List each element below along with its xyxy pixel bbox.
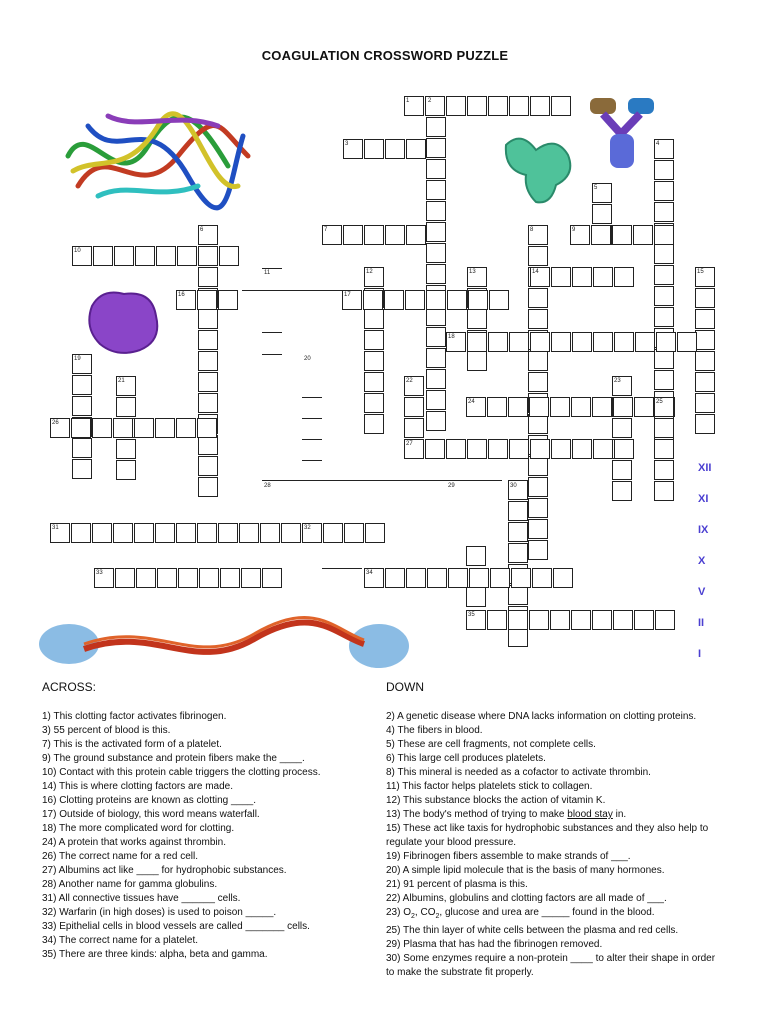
clue-number: 23	[614, 378, 621, 384]
answer-line	[302, 460, 322, 461]
grid-cell[interactable]	[528, 540, 548, 560]
clue-number: 33	[96, 570, 103, 576]
grid-cell[interactable]	[198, 309, 218, 329]
grid-cell[interactable]	[488, 96, 508, 116]
grid-cell[interactable]	[72, 396, 92, 416]
across-clue: 26) The correct name for a red cell.	[42, 851, 198, 862]
grid-cell[interactable]	[71, 418, 91, 438]
across-clue: 16) Clotting proteins are known as clotting ____.	[42, 795, 257, 806]
grid-cell[interactable]	[572, 439, 592, 459]
across-clues	[42, 710, 372, 962]
grid-cell[interactable]	[198, 351, 218, 371]
grid-cell[interactable]	[592, 397, 612, 417]
grid-cell[interactable]	[425, 439, 445, 459]
grid-cell[interactable]	[511, 568, 531, 588]
grid-cell[interactable]	[384, 290, 404, 310]
grid-cell[interactable]	[198, 477, 218, 497]
grid-cell[interactable]	[446, 96, 466, 116]
grid-cell[interactable]	[364, 414, 384, 434]
grid-cell[interactable]	[116, 397, 136, 417]
grid-cell[interactable]	[155, 418, 175, 438]
grid-cell[interactable]	[551, 267, 571, 287]
grid-cell[interactable]	[365, 523, 385, 543]
grid-cell[interactable]	[364, 351, 384, 371]
grid-cell[interactable]	[695, 309, 715, 329]
grid-cell[interactable]	[426, 264, 446, 284]
clue-number: 35	[468, 612, 475, 618]
grid-cell[interactable]	[591, 225, 611, 245]
grid-cell[interactable]	[241, 568, 261, 588]
grid-cell[interactable]	[385, 225, 405, 245]
grid-cell[interactable]	[406, 225, 426, 245]
grid-cell[interactable]	[528, 519, 548, 539]
grid-cell[interactable]	[197, 418, 217, 438]
grid-cell[interactable]	[593, 267, 613, 287]
grid-cell[interactable]	[613, 397, 633, 417]
clue-number: 31	[52, 525, 59, 531]
grid-cell[interactable]	[219, 246, 239, 266]
answer-line	[302, 397, 322, 398]
grid-cell[interactable]	[551, 439, 571, 459]
grid-cell[interactable]	[157, 568, 177, 588]
grid-cell[interactable]	[134, 523, 154, 543]
clue-number: 21	[118, 378, 125, 384]
grid-cell[interactable]	[385, 139, 405, 159]
clue-number: 7	[324, 227, 328, 233]
grid-cell[interactable]	[571, 397, 591, 417]
down-heading: DOWN	[386, 680, 424, 694]
grid-cell[interactable]	[654, 481, 674, 501]
answer-line	[262, 332, 282, 333]
across-clue: 27) Albumins act like ____ for hydrophobic substances.	[42, 865, 287, 876]
grid-cell[interactable]	[426, 243, 446, 263]
grid-cell[interactable]	[508, 501, 528, 521]
factor-label: V	[698, 586, 706, 598]
grid-cell[interactable]	[72, 438, 92, 458]
grid-cell[interactable]	[695, 414, 715, 434]
grid-cell[interactable]	[448, 568, 468, 588]
grid-cell[interactable]	[571, 610, 591, 630]
clue-number: 18	[448, 334, 455, 340]
answer-line	[302, 418, 322, 419]
down-clue: 15) These act like taxis for hydrophobic substances and they also help to regulate your blood pressure.	[386, 823, 709, 848]
grid-cell[interactable]	[509, 439, 529, 459]
clue-number: 19	[74, 356, 81, 362]
grid-cell[interactable]	[426, 117, 446, 137]
across-clue: 28) Another name for gamma globulins.	[42, 879, 218, 890]
grid-cell[interactable]	[509, 96, 529, 116]
grid-cell[interactable]	[344, 523, 364, 543]
clue-number: 4	[656, 141, 660, 147]
grid-cell[interactable]	[551, 96, 571, 116]
across-clue: 7) This is the activated form of a platelet.	[42, 739, 222, 750]
answer-line	[262, 354, 282, 355]
grid-cell[interactable]	[198, 267, 218, 287]
down-clue: 12) This substance blocks the action of vitamin K.	[386, 795, 606, 806]
clue-number: 32	[304, 525, 311, 531]
down-clue: 11) This factor helps platelets stick to collagen.	[386, 781, 593, 792]
grid-cell[interactable]	[530, 439, 550, 459]
grid-cell[interactable]	[447, 290, 467, 310]
grid-cell[interactable]	[406, 568, 426, 588]
grid-cell[interactable]	[220, 568, 240, 588]
clue-number: 16	[178, 292, 185, 298]
grid-cell[interactable]	[446, 439, 466, 459]
grid-cell[interactable]	[528, 477, 548, 497]
grid-cell[interactable]	[634, 610, 654, 630]
grid-cell[interactable]	[529, 610, 549, 630]
clue-number: 3	[345, 141, 349, 147]
answer-line	[302, 439, 322, 440]
clue-number: 15	[697, 269, 704, 275]
grid-cell[interactable]	[218, 290, 238, 310]
grid-cell[interactable]	[364, 330, 384, 350]
grid-cell[interactable]	[530, 332, 550, 352]
answer-line	[322, 568, 362, 569]
grid-cell[interactable]	[612, 460, 632, 480]
grid-cell[interactable]	[198, 246, 218, 266]
down-clue: 13) The body's method of trying to make blood stay in.	[386, 809, 627, 820]
across-clue: 3) 55 percent of blood is this.	[42, 725, 171, 736]
answer-line	[242, 290, 342, 291]
grid-cell[interactable]	[654, 307, 674, 327]
grid-cell[interactable]	[198, 393, 218, 413]
clue-number: 24	[468, 399, 475, 405]
down-clue: 22) Albumins, globulins and clotting factors are all made of ___.	[386, 893, 667, 904]
grid-cell[interactable]	[426, 411, 446, 431]
grid-cell[interactable]	[176, 418, 196, 438]
grid-cell[interactable]	[489, 290, 509, 310]
grid-cell[interactable]	[695, 330, 715, 350]
down-clue: 6) This large cell produces platelets.	[386, 753, 546, 764]
grid-cell[interactable]	[508, 543, 528, 563]
grid-cell[interactable]	[343, 225, 363, 245]
grid-cell[interactable]	[467, 351, 487, 371]
page-title: COAGULATION CROSSWORD PUZZLE	[261, 48, 509, 63]
grid-cell[interactable]	[467, 309, 487, 329]
grid-cell[interactable]	[404, 418, 424, 438]
clue-number: 11	[264, 270, 271, 276]
factor-label: XII	[698, 462, 712, 474]
grid-cell[interactable]	[677, 332, 697, 352]
grid-cell[interactable]	[93, 246, 113, 266]
grid-cell[interactable]	[134, 418, 154, 438]
grid-cell[interactable]	[197, 523, 217, 543]
down-clue: 8) This mineral is needed as a cofactor to activate thrombin.	[386, 767, 651, 778]
grid-cell[interactable]	[136, 568, 156, 588]
grid-cell[interactable]	[654, 160, 674, 180]
grid-cell[interactable]	[553, 568, 573, 588]
grid-cell[interactable]	[488, 439, 508, 459]
grid-cell[interactable]	[612, 225, 632, 245]
grid-cell[interactable]	[71, 523, 91, 543]
clue-number: 12	[366, 269, 373, 275]
grid-cell[interactable]	[468, 290, 488, 310]
grid-cell[interactable]	[92, 418, 112, 438]
down-clue: 29) Plasma that has had the fibrinogen removed.	[386, 939, 603, 950]
grid-cell[interactable]	[612, 481, 632, 501]
grid-cell[interactable]	[113, 523, 133, 543]
grid-cell[interactable]	[654, 286, 674, 306]
grid-cell[interactable]	[656, 332, 676, 352]
grid-cell[interactable]	[467, 332, 487, 352]
grid-cell[interactable]	[612, 418, 632, 438]
down-clue: 21) 91 percent of plasma is this.	[386, 879, 528, 890]
down-clue: 5) These are cell fragments, not complete cells.	[386, 739, 596, 750]
grid-cell[interactable]	[114, 246, 134, 266]
across-clue: 1) This clotting factor activates fibrinogen.	[42, 711, 227, 722]
grid-cell[interactable]	[198, 330, 218, 350]
grid-cell[interactable]	[654, 460, 674, 480]
grid-cell[interactable]	[199, 568, 219, 588]
factor-label: X	[698, 555, 706, 567]
grid-cell[interactable]	[528, 246, 548, 266]
grid-cell[interactable]	[530, 96, 550, 116]
grid-cell[interactable]	[364, 393, 384, 413]
answer-line	[262, 268, 282, 269]
across-clue: 34) The correct name for a platelet.	[42, 935, 199, 946]
grid-cell[interactable]	[654, 181, 674, 201]
grid-cell[interactable]	[695, 372, 715, 392]
down-clues	[386, 710, 726, 980]
grid-cell[interactable]	[528, 351, 548, 371]
factor-label: IX	[698, 524, 709, 536]
grid-cell[interactable]	[426, 222, 446, 242]
across-clue: 33) Epithelial cells in blood vessels are called _______ cells.	[42, 921, 310, 932]
grid-cell[interactable]	[695, 351, 715, 371]
grid-cell[interactable]	[364, 225, 384, 245]
grid-cell[interactable]	[466, 587, 486, 607]
grid-cell[interactable]	[508, 585, 528, 605]
down-clue: 25) The thin layer of white cells between the plasma and red cells.	[386, 925, 679, 936]
down-clue: 4) The fibers in blood.	[386, 725, 483, 736]
across-clue: 9) The ground substance and protein fibers make the ____.	[42, 753, 305, 764]
clue-number: 29	[448, 483, 455, 489]
grid-cell[interactable]	[426, 180, 446, 200]
grid-cell[interactable]	[115, 568, 135, 588]
grid-cell[interactable]	[695, 393, 715, 413]
grid-cell[interactable]	[177, 246, 197, 266]
grid-cell[interactable]	[593, 439, 613, 459]
down-clue: 2) A genetic disease where DNA lacks information on clotting proteins.	[386, 711, 697, 722]
clue-number: 9	[572, 227, 576, 233]
grid-cell[interactable]	[155, 523, 175, 543]
grid-cell[interactable]	[364, 309, 384, 329]
grid-cell[interactable]	[572, 332, 592, 352]
grid-cell[interactable]	[260, 523, 280, 543]
grid-cell[interactable]	[467, 96, 487, 116]
grid-cell[interactable]	[198, 435, 218, 455]
clue-number: 34	[366, 570, 373, 576]
factor-label: II	[698, 617, 705, 629]
answer-line	[262, 480, 502, 481]
grid-cell[interactable]	[528, 309, 548, 329]
clue-number: 13	[469, 269, 476, 275]
grid-cell[interactable]	[92, 523, 112, 543]
grid-cell[interactable]	[532, 568, 552, 588]
clue-number: 26	[52, 420, 59, 426]
clue-number: 5	[594, 185, 598, 191]
grid-cell[interactable]	[262, 568, 282, 588]
grid-cell[interactable]	[654, 439, 674, 459]
grid-cell[interactable]	[198, 456, 218, 476]
grid-cell[interactable]	[487, 610, 507, 630]
clue-number: 20	[304, 356, 311, 362]
grid-cell[interactable]	[116, 439, 136, 459]
clue-number: 2	[428, 98, 432, 104]
grid-cell[interactable]	[490, 568, 510, 588]
across-clue: 17) Outside of biology, this word means waterfall.	[42, 809, 260, 820]
grid-cell[interactable]	[197, 290, 217, 310]
across-clue: 35) There are three kinds: alpha, beta and gamma.	[42, 949, 268, 960]
grid-cell[interactable]	[635, 332, 655, 352]
across-clue: 24) A protein that works against thrombin.	[42, 837, 226, 848]
across-heading: ACROSS:	[42, 680, 97, 694]
grid-cell[interactable]	[593, 332, 613, 352]
across-clue: 14) This is where clotting factors are made.	[42, 781, 234, 792]
grid-cell[interactable]	[281, 523, 301, 543]
factor-label: XI	[698, 493, 709, 505]
clue-number: 22	[406, 378, 413, 384]
grid-cell[interactable]	[654, 225, 674, 245]
grid-cell[interactable]	[654, 349, 674, 369]
grid-cell[interactable]	[469, 568, 489, 588]
across-clue: 32) Warfarin (in high doses) is used to poison _____.	[42, 907, 277, 918]
grid-cell[interactable]	[467, 439, 487, 459]
grid-cell[interactable]	[655, 610, 675, 630]
clue-number: 1	[406, 98, 410, 104]
grid-cell[interactable]	[508, 522, 528, 542]
grid-cell[interactable]	[634, 397, 654, 417]
grid-cell[interactable]	[633, 225, 653, 245]
grid-cell[interactable]	[239, 523, 259, 543]
grid-cell[interactable]	[613, 610, 633, 630]
clue-number: 17	[344, 292, 351, 298]
grid-cell[interactable]	[426, 369, 446, 389]
grid-cell[interactable]	[508, 627, 528, 647]
clue-number: 30	[510, 483, 517, 489]
grid-cell[interactable]	[426, 390, 446, 410]
grid-cell[interactable]	[466, 546, 486, 566]
clue-number: 25	[656, 399, 663, 405]
grid-cell[interactable]	[614, 332, 634, 352]
grid-cell[interactable]	[426, 327, 446, 347]
grid-cell[interactable]	[528, 456, 548, 476]
grid-cell[interactable]	[156, 246, 176, 266]
grid-cell[interactable]	[116, 460, 136, 480]
clue-number: 8	[530, 227, 534, 233]
grid-cell[interactable]	[426, 138, 446, 158]
grid-cell[interactable]	[426, 159, 446, 179]
grid-cell[interactable]	[405, 290, 425, 310]
grid-cell[interactable]	[508, 397, 528, 417]
grid-cell[interactable]	[364, 139, 384, 159]
grid-cell[interactable]	[654, 244, 674, 264]
factor-label: I	[698, 648, 702, 660]
grid-cell[interactable]	[426, 201, 446, 221]
grid-cell[interactable]	[176, 523, 196, 543]
grid-cell[interactable]	[363, 290, 383, 310]
grid-cell[interactable]	[178, 568, 198, 588]
grid-cell[interactable]	[614, 439, 634, 459]
grid-cell[interactable]	[72, 459, 92, 479]
down-clue: 19) Fibrinogen fibers assemble to make strands of ___.	[386, 851, 631, 862]
grid-cell[interactable]	[427, 568, 447, 588]
grid-cell[interactable]	[509, 332, 529, 352]
grid-cell[interactable]	[426, 290, 446, 310]
down-clue: 23) $O_2$, $CO_2$, glucose and urea are _____ found in the blood.	[386, 907, 655, 920]
grid-cell[interactable]	[364, 372, 384, 392]
grid-cell[interactable]	[385, 568, 405, 588]
grid-cell[interactable]	[695, 288, 715, 308]
clue-number: 14	[532, 269, 539, 275]
grid-cell[interactable]	[406, 139, 426, 159]
clue-number: 6	[200, 227, 204, 233]
across-clue: 31) All connective tissues have ______ cells.	[42, 893, 241, 904]
grid-cell[interactable]	[614, 267, 634, 287]
grid-cell[interactable]	[404, 397, 424, 417]
grid-cell[interactable]	[198, 372, 218, 392]
clue-number: 28	[264, 483, 271, 489]
grid-cell[interactable]	[550, 397, 570, 417]
grid-cell[interactable]	[487, 397, 507, 417]
grid-cell[interactable]	[529, 397, 549, 417]
down-clue: 30) Some enzymes require a non-protein ____ to alter their shape in order to make the substrate fit properly.	[386, 953, 716, 978]
grid-cell[interactable]	[654, 265, 674, 285]
grid-cell[interactable]	[218, 523, 238, 543]
grid-cell[interactable]	[550, 610, 570, 630]
grid-cell[interactable]	[488, 332, 508, 352]
grid-cell[interactable]	[113, 418, 133, 438]
down-clue: 20) A simple lipid molecule that is the basis of many hormones.	[386, 865, 665, 876]
grid-cell[interactable]	[572, 267, 592, 287]
across-clue: 18) The more complicated word for clotting.	[42, 823, 235, 834]
grid-cell[interactable]	[72, 375, 92, 395]
grid-cell[interactable]	[551, 332, 571, 352]
grid-cell[interactable]	[508, 610, 528, 630]
grid-cell[interactable]	[323, 523, 343, 543]
grid-cell[interactable]	[135, 246, 155, 266]
grid-cell[interactable]	[654, 370, 674, 390]
clue-number: 27	[406, 441, 413, 447]
grid-cell[interactable]	[654, 202, 674, 222]
grid-cell[interactable]	[528, 498, 548, 518]
grid-cell[interactable]	[528, 414, 548, 434]
grid-cell[interactable]	[528, 372, 548, 392]
grid-cell[interactable]	[654, 418, 674, 438]
grid-cell[interactable]	[426, 348, 446, 368]
grid-cell[interactable]	[592, 610, 612, 630]
across-clue: 10) Contact with this protein cable triggers the clotting process.	[42, 767, 321, 778]
grid-cell[interactable]	[592, 204, 612, 224]
grid-cell[interactable]	[528, 288, 548, 308]
clue-number: 10	[74, 248, 81, 254]
